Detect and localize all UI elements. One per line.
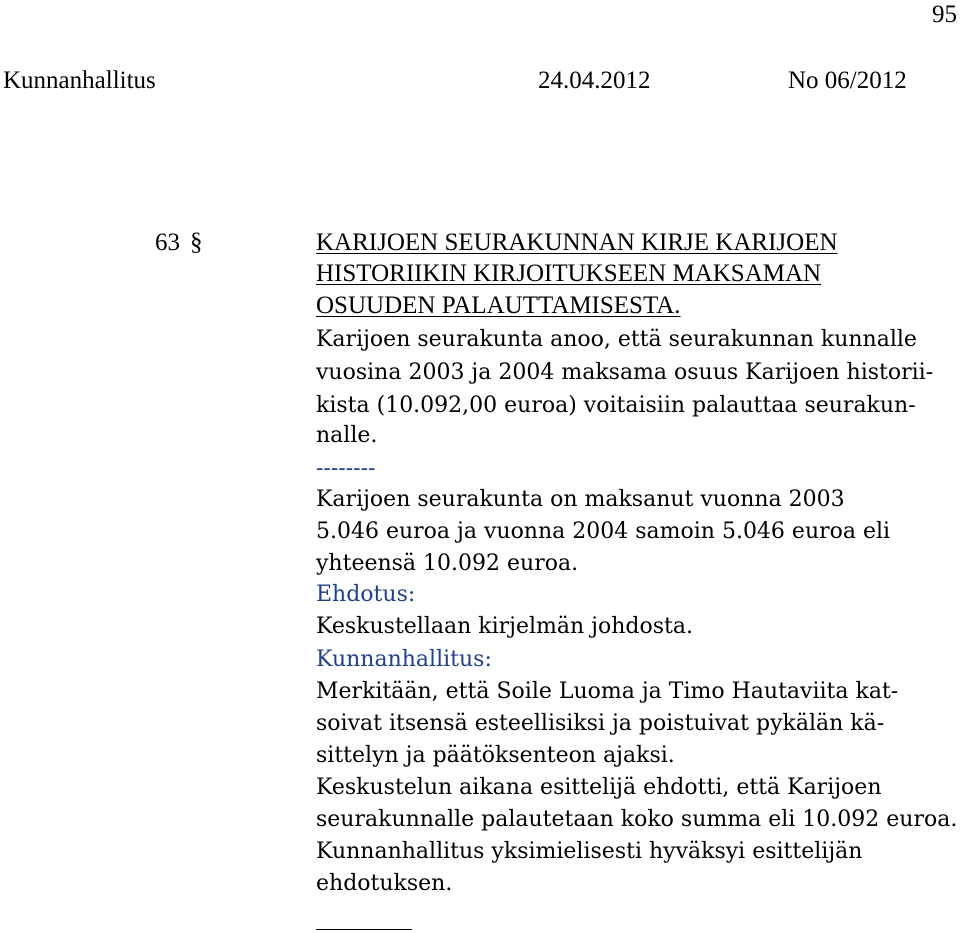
decision-line-4: Keskustelun aikana esittelijä ehdotti, että Karijoen — [316, 775, 882, 800]
payment-line-1: Karijoen seurakunta on maksanut vuonna 2003 — [316, 487, 845, 512]
request-line-4: nalle. — [316, 423, 378, 448]
header-body-name: Kunnanhallitus — [3, 67, 156, 94]
request-line-1: Karijoen seurakunta anoo, että seurakunnan kunnalle — [316, 327, 917, 352]
request-line-2: vuosina 2003 ja 2004 maksama osuus Karijoen historii- — [316, 360, 934, 385]
header-meeting-number: No 06/2012 — [788, 67, 907, 94]
payment-line-3: yhteensä 10.092 euroa. — [316, 551, 579, 576]
proposal-text: Keskustellaan kirjelmän johdosta. — [316, 614, 693, 639]
request-line-3: kista (10.092,00 euroa) voitaisiin palauttaa seurakun- — [316, 393, 916, 418]
section-title-line-1: KARIJOEN SEURAKUNNAN KIRJE KARIJOEN — [316, 229, 838, 256]
closing-rule — [316, 929, 412, 930]
payment-line-2: 5.046 euroa ja vuonna 2004 samoin 5.046 euroa eli — [316, 519, 891, 544]
decision-line-1: Merkitään, että Soile Luoma ja Timo Hautaviita kat- — [316, 679, 899, 704]
proposal-label: Ehdotus: — [316, 582, 416, 607]
decision-line-6: Kunnanhallitus yksimielisesti hyväksyi esittelijän — [316, 839, 863, 864]
decision-line-5: seurakunnalle palautetaan koko summa eli 10.092 euroa. — [316, 807, 958, 832]
separator-line: -------- — [316, 456, 376, 481]
section-symbol: § — [190, 229, 203, 256]
section-title-line-2: HISTORIIKIN KIRJOITUKSEEN MAKSAMAN — [316, 260, 822, 287]
board-label: Kunnanhallitus: — [316, 647, 492, 672]
section-number: 63 — [155, 229, 180, 256]
header-date: 24.04.2012 — [538, 67, 651, 94]
decision-line-3: sittelyn ja päätöksenteon ajaksi. — [316, 743, 675, 768]
decision-line-2: soivat itsensä esteellisiksi ja poistuivat pykälän kä- — [316, 711, 885, 736]
decision-line-7: ehdotuksen. — [316, 871, 453, 896]
page-number: 95 — [932, 1, 957, 28]
section-title-line-3: OSUUDEN PALAUTTAMISESTA. — [316, 292, 681, 319]
